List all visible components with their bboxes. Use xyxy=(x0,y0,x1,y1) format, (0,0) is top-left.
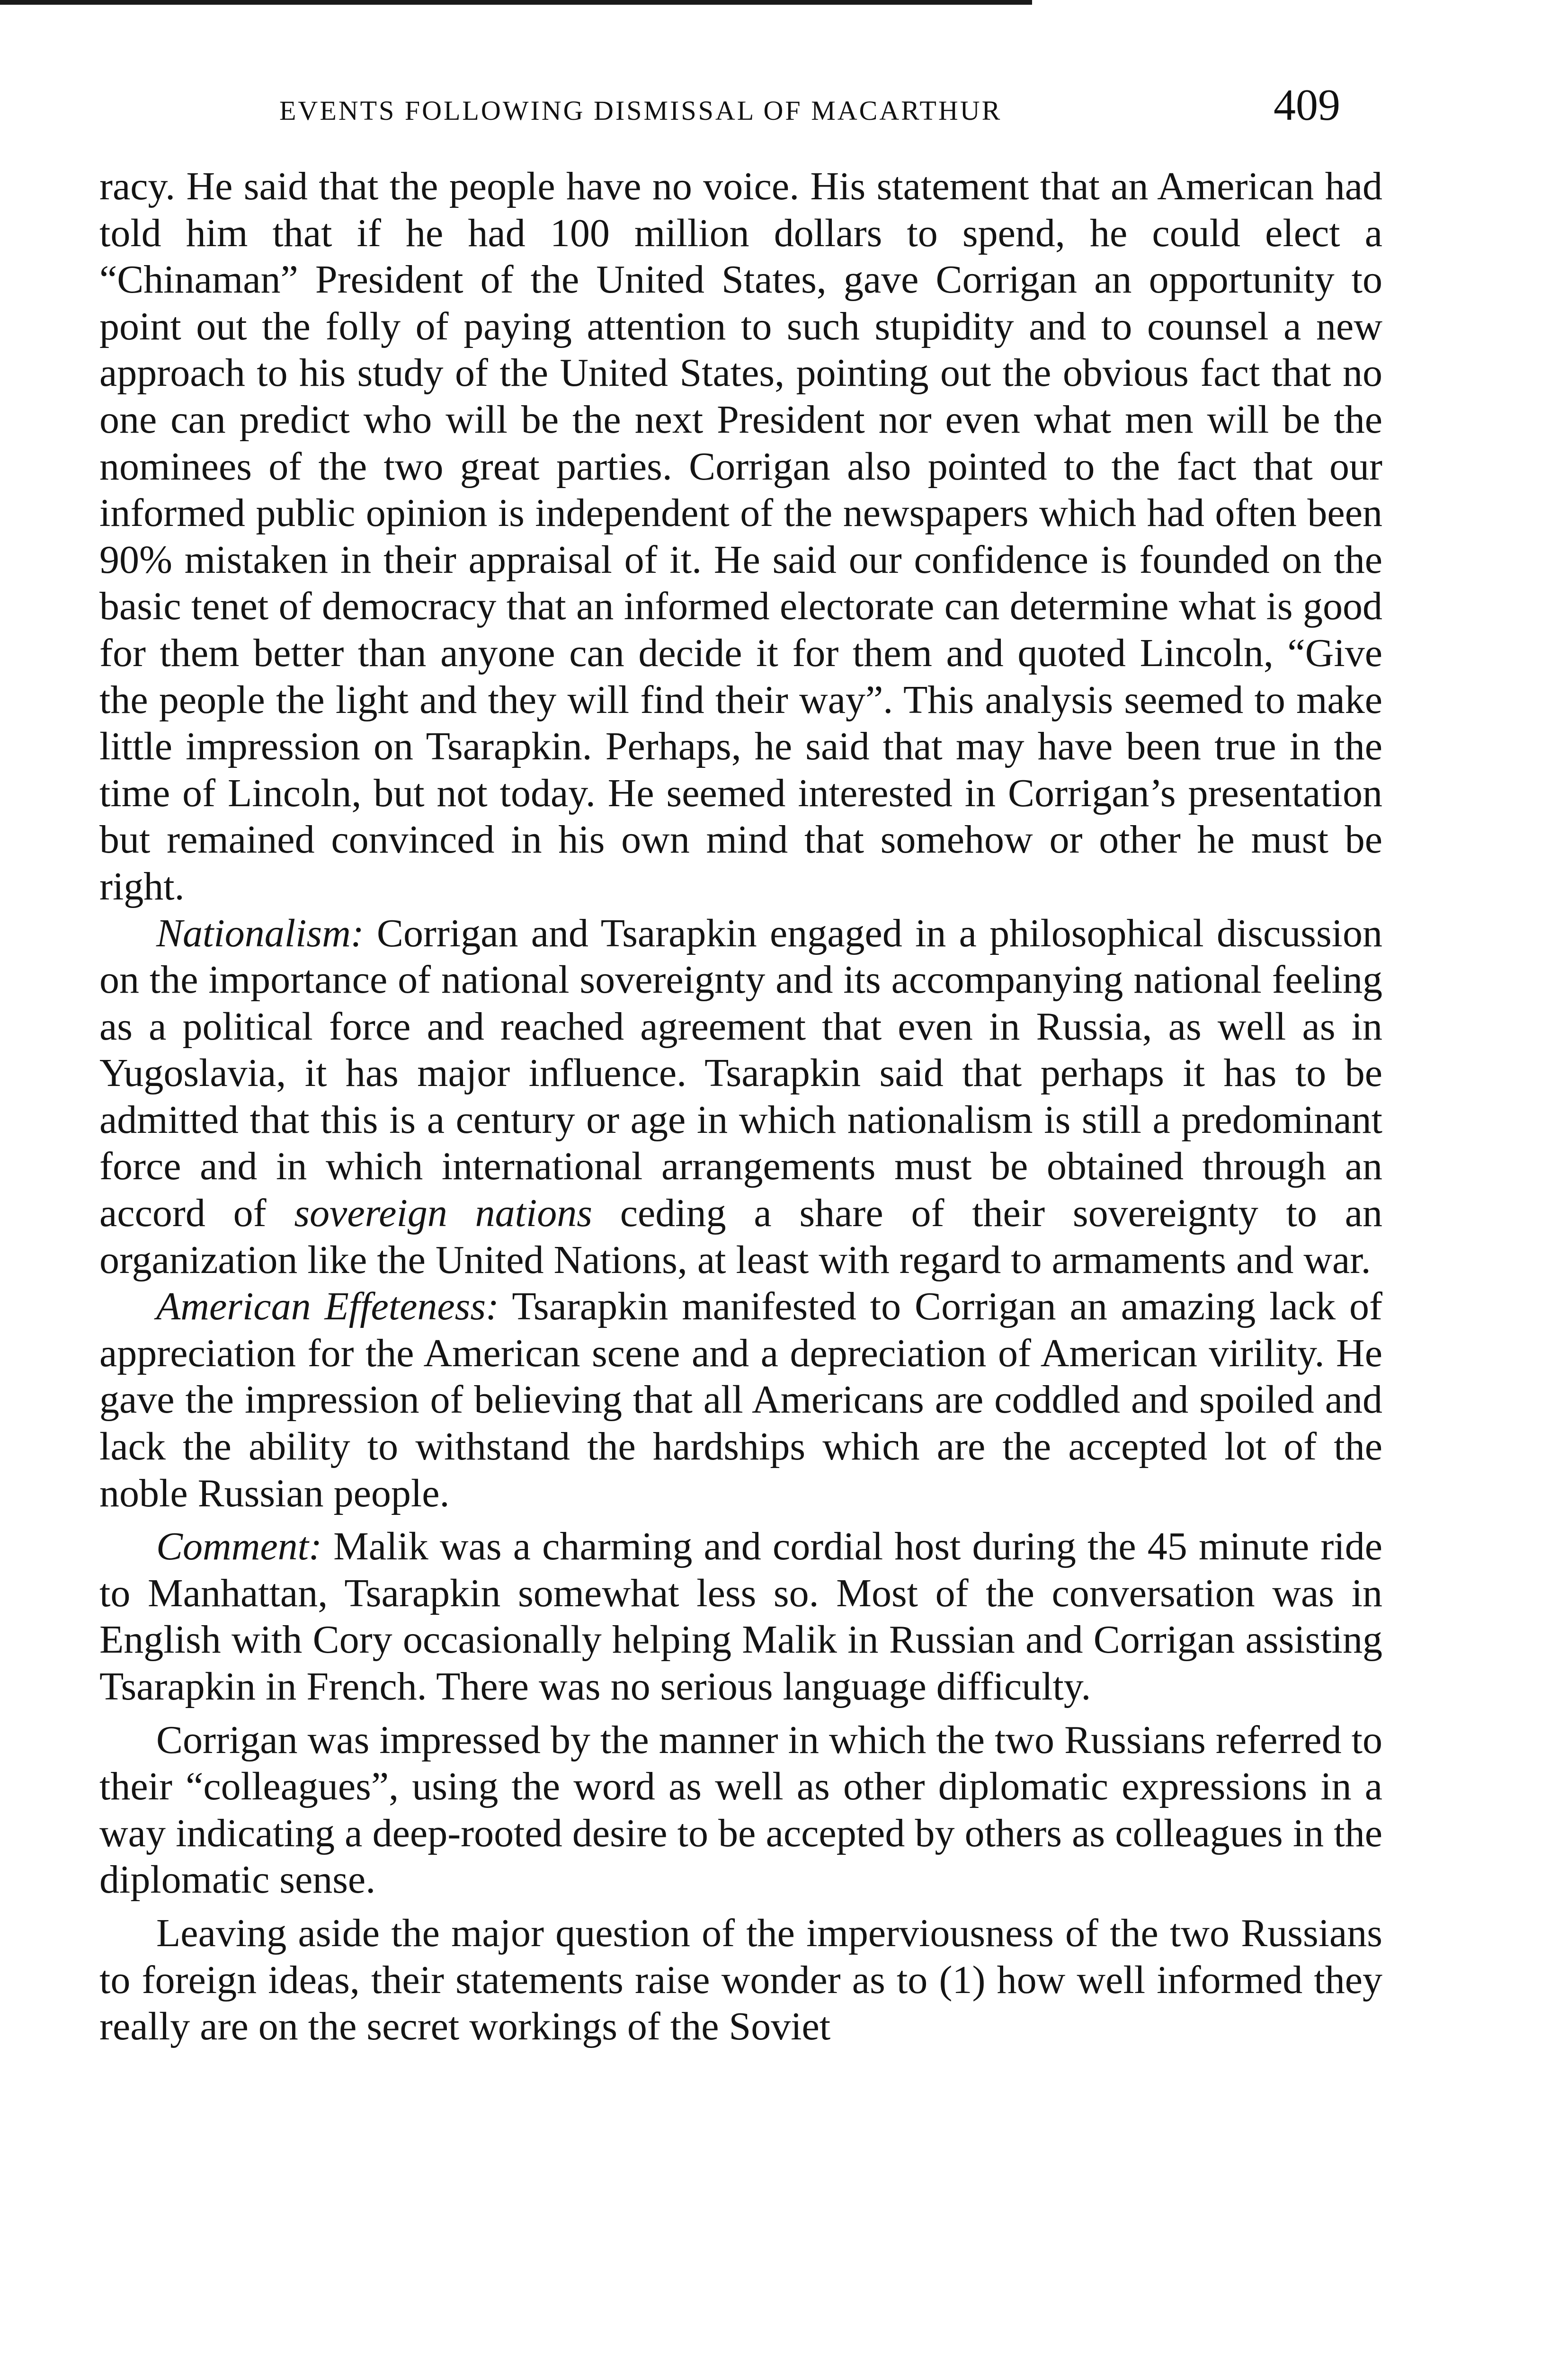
paragraph-text: Corrigan and Tsarapkin engaged in a philosophical discussion on the importance of national sovereignty and its accompanying national feeling as a political force and reached agreement that even in Russia, as well as in Yugoslavia, it has major influence. Tsarapkin said that perhaps it has to be admitted that this is a century or age in which nationalism is still a predominant force and in which international arrangements must be obtained through an accord of xyxy=(99,911,1382,1236)
paragraph-text: Malik was a charming and cordial host during the 45 minute ride to Manhattan, Tsarapkin somewhat less so. Most of the conversation was in English with Cory occasionally helping Malik in Russian and Corrigan assisting Tsarapkin in French. There was no serious language difficulty. xyxy=(99,1524,1382,1709)
run-in-heading-comment: Comment: xyxy=(156,1524,322,1569)
running-header: EVENTS FOLLOWING DISMISSAL OF MACARTHUR xyxy=(279,95,1002,126)
paragraph-text: Tsarapkin manifested to Corrigan an amazing lack of appreciation for the American scene and a depreciation of American virility. He gave the impression of believing that all Americans are coddled and spoiled and lack the ability to withstand the hardships which are the accepted lot of the noble Russian people. xyxy=(99,1284,1382,1515)
paragraph-nationalism xyxy=(99,910,1382,1284)
run-in-heading-american-effeteness: American Effeteness: xyxy=(156,1284,499,1329)
paragraph-text: ceding a share of their sovereignty to an organization like the United Nations, at least with regard to armaments and war. xyxy=(99,1191,1382,1282)
paragraph-colleagues: Corrigan was impressed by the manner in which the two Russians referred to their “colleagues”, using the word as well as other diplomatic expressions in a way indicating a deep-rooted desire to be accepted by others as colleagues in the diplomatic sense. xyxy=(99,1717,1382,1902)
run-in-heading-nationalism: Nationalism: xyxy=(156,911,364,955)
paragraph-continued: racy. He said that the people have no voice. His statement that an American had told him that if he had 100 million dollars to spend, he could elect a “Chinaman” President of the United States, gave Corrigan an opportunity to point out the folly of paying attention to such stupidity and to counsel a new approach to his study of the United States, pointing out the obvious fact that no one can predict who will be the next President nor even what men will be the nominees of the two great parties. Corrigan also pointed to the fact that our informed public opinion is independent of the newspapers which had often been 90% mistaken in their appraisal of it. He said our confidence is founded on the basic tenet of democracy that an informed electorate can determine what is good for them better than anyone can decide it for them and quoted Lincoln, “Give the people the light and they will find their way”. This analysis seemed to make little impression on Tsarapkin. Perhaps, he said that may have been true in the time of Lincoln, but not today. He seemed interested in Corrigan’s presentation but remained convinced in his own mind that somehow or other he must be right. xyxy=(99,164,1382,908)
paragraph-comment xyxy=(99,1523,1382,1710)
page-number: 409 xyxy=(1274,80,1340,130)
emphasis-text: sovereign nations xyxy=(294,1191,592,1236)
paragraph-imperviousness: Leaving aside the major question of the imperviousness of the two Russians to foreign ideas, their statements raise wonder as to (1) how well informed they really are on the secret workings of the Soviet xyxy=(99,1911,1382,2049)
paragraph-american-effeteness xyxy=(99,1283,1382,1517)
top-edge-rule xyxy=(0,0,1032,5)
body-text xyxy=(99,163,1382,2050)
